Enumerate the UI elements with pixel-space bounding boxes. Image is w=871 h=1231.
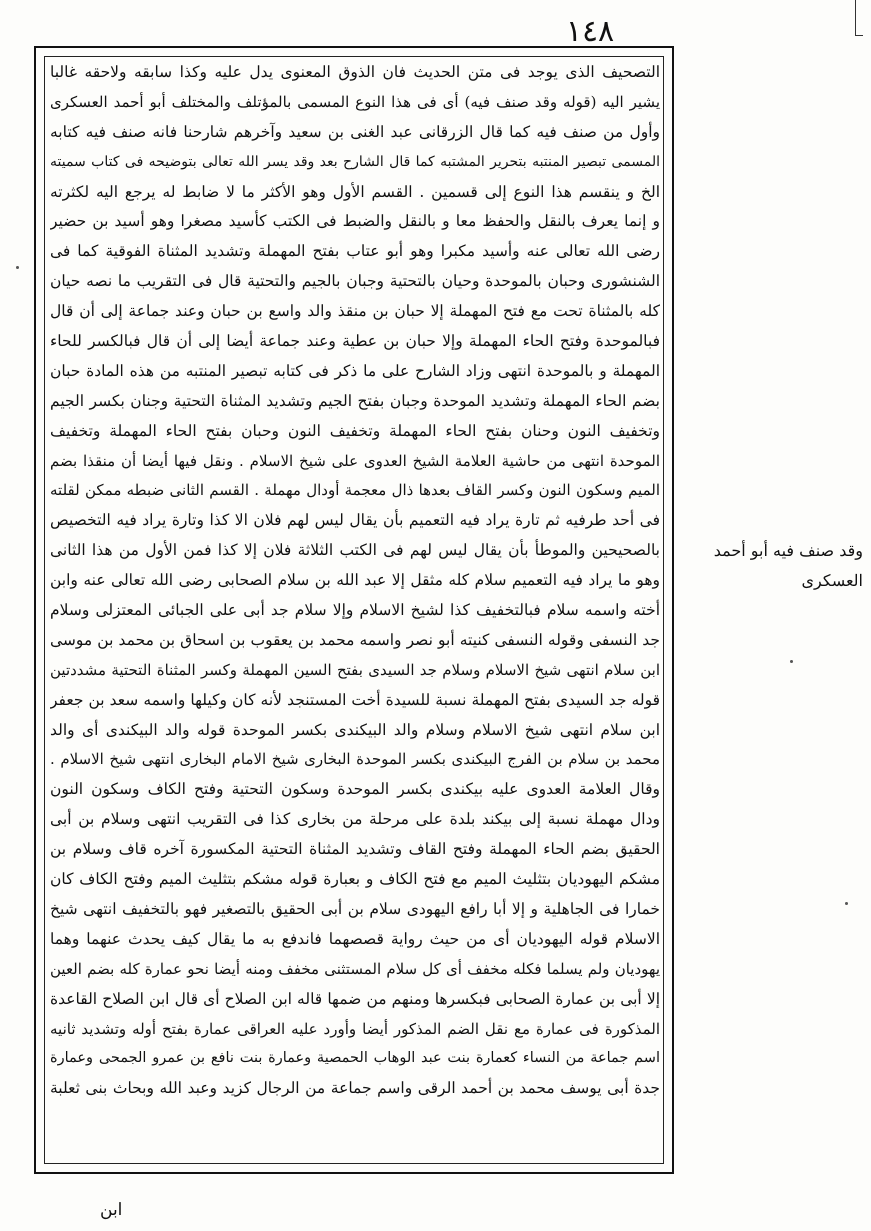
text-line: [50, 1134, 660, 1162]
text-line: وقال العلامة العدوى عليه بيكندى بكسر الموحدة وسكون التحتية وفتح الكاف وسكون النون: [50, 780, 660, 799]
text-line: بالصحيحين والموطأ بأن يقال ليس لهم فى الكتب الثلاثة فلان إلا كذا فمن الأول من هذا الثانى: [50, 541, 660, 560]
text-line: اسم جماعة من النساء كعمارة بنت عبد الوهاب الحمصية وعمارة بنت نافع بن عمرو الجمحى وعمارة: [50, 1050, 660, 1067]
margin-note-line: وقد صنف فيه أبو أحمد: [713, 541, 863, 560]
text-line: جد النسفى وقوله النسفى كنيته أبو نصر واسمه محمد بن يعقوب بن اسحاق بن محمد بن موسى: [50, 630, 660, 649]
text-line: مشكم اليهوديان بتثليث الميم مع فتح الكاف و بعبارة قوله مشكم بتثليث الميم وفتح الكاف كان: [50, 870, 660, 889]
page-number: ١٤٨: [565, 14, 615, 49]
text-line: إلا أبى بن عمارة الصحابى فبكسرها ومنهم من ضمها قاله ابن الصلاح أى قال ابن الصلاح القاعدة: [50, 989, 660, 1008]
text-line: فى أحد طرفيه ثم تارة يراد فيه التعميم بأن يقال ليس لهم فلان الا كذا وتارة يراد فيه التخصيص: [50, 511, 660, 530]
text-line: وأول من صنف فيه كما قال الزرقانى عبد الغنى بن سعيد وآخرهم شارحنا فانه صنف فيه كتابه: [50, 122, 660, 141]
catchword: ابن: [100, 1200, 123, 1220]
text-line: ابن سلام انتهى شيخ الاسلام وسلام والد البيكندى بكسر الموحدة قوله والد البيكندى أى والد: [50, 720, 660, 739]
text-line: الشنشورى وحبان بالموحدة وحيان بالتحتية وجبان بالجيم والتحتية قال فى التقريب ما نصه حيان: [50, 272, 660, 291]
text-line: رضى الله تعالى عنه وأسيد مكبرا وهو أبو عتاب بفتح المهملة وتشديد المثناة الفوقية كما فى: [50, 242, 660, 261]
text-line: الاسلام قوله اليهوديان أى من حيث رواية قصصهما فاندفع به ما يقال كيف يحدث عنهما وهما: [50, 929, 660, 948]
text-line: وتخفيف النون وحنان بفتح الحاء المهملة وتخفيف النون وحبان بفتح الحاء المهملة وتخفيف: [50, 421, 660, 440]
text-line: خمارا فى الجاهلية و إلا أبا رافع اليهودى سلام بن أبى الحقيق بالتصغير فهو بالتخفيف انتهى شيخ: [50, 899, 660, 918]
margin-note: [688, 536, 863, 596]
scan-speck: [845, 902, 848, 905]
text-line: التصحيف الذى يوجد فى متن الحديث فان الذوق المعنوى يدل عليه وكذا سابقه ولاحقه غالبا: [50, 63, 660, 81]
text-line: المذكورة فى عمارة مع نقل الضم المذكور أيضا وأورد عليه العراقى عمارة بفتح أوله وتشديد ثانيه: [50, 1019, 660, 1038]
text-line: قوله جد السيدى بفتح المهملة نسبة للسيدة أخت المستنجد لأنه كان وكيلها واسمه سعد بن جعفر: [50, 690, 660, 709]
text-line: وهو ما يراد فيه التعميم سلام كله مثقل إلا عبد الله بن سلام الصحابى رضى الله تعالى عنه وابن: [50, 571, 660, 590]
text-line: [50, 1104, 660, 1134]
text-line: الموحدة انتهى من حاشية العلامة الشيخ العدوى على شيخ الاسلام . ونقل فيها أيضا أن منقذا بضم: [50, 451, 660, 470]
corner-mark: [855, 0, 863, 36]
text-line: أخته واسمه سلام فبالتخفيف كذا لشيخ الاسلام وإلا سلام جد أبى على الجبائى المعتزلى وسلام: [50, 601, 660, 620]
text-line: فبالموحدة وفتح الحاء المهملة وإلا حبان بن عطية وعند جماعة أيضا إلى أن قال فبالكسر للحاء: [50, 332, 660, 351]
scan-speck: [16, 266, 19, 269]
text-line: الخ و ينقسم هذا النوع إلى قسمين . القسم الأول وهو الأكثر ما لا ضابط له يرجع اليه لكثرته: [50, 182, 660, 201]
text-line: كله بالمثناة تحت مع فتح المهملة إلا حبان بن منقذ والد واسع بن حبان وعند جماعة إلى أن قال: [50, 302, 660, 321]
text-line: بضم الحاء المهملة وتشديد الموحدة وجبان بفتح الجيم وتشديد المثناة التحتية وجنان بكسر الجيم: [50, 391, 660, 410]
text-line: يهوديان ولم يسلما فكله مخفف أى كل سلام المستثنى مخفف ومنه أيضا نحو عمارة كله بضم العين: [50, 959, 660, 978]
main-text-block: [50, 58, 660, 1162]
text-line: المهملة و بالموحدة انتهى وزاد الشارح على ما ذكر فى كتابه تبصير المنتبه من هذه المادة حبان: [50, 361, 660, 380]
margin-note-line: العسكرى: [801, 571, 863, 590]
text-line: ودال مهملة نسبة إلى بيكند بلدة على مرحلة من بخارى كذا فى التقريب انتهى وسلام بن أبى: [50, 810, 660, 829]
text-line: الحقيق بضم الحاء المهملة وفتح القاف وتشديد المثناة التحتية المكسورة آخره قاف وسلام بن: [50, 840, 660, 859]
text-line: و إنما يعرف بالنقل والحفظ معا و بالنقل والضبط فى الكتب كأسيد مصغرا وهو أسيد بن حضير: [50, 212, 660, 231]
text-line: الميم وسكون النون وكسر القاف بعدها ذال معجمة أودال مهملة . القسم الثانى ضبطه ممكن لقلته: [50, 481, 660, 500]
scan-speck: [790, 660, 793, 663]
text-line: المسمى تبصير المنتبه بتحرير المشتبه كما قال الشارح بعد وقد يسر الله تعالى بتوضيحه فى كتاب سميته: [50, 153, 660, 170]
text-line: يشير اليه (قوله وقد صنف فيه) أى فى هذا النوع المسمى بالمؤتلف والمختلف أبو أحمد العسكرى: [50, 92, 660, 111]
text-line: محمد بن سلام بن الفرج البيكندى بكسر الموحدة البخارى شيخ الامام البخارى انتهى شيخ الاسلام .: [50, 750, 660, 769]
text-line: جدة أبى يوسف محمد بن أحمد الرقى واسم جماعة من الرجال كزيد وعبد الله وبحاث بنى ثعلبة: [50, 1079, 660, 1098]
text-line: ابن سلام انتهى شيخ الاسلام وسلام جد السيدى بفتح السين المهملة وكسر المثناة التحتية مشددتين: [50, 660, 660, 679]
